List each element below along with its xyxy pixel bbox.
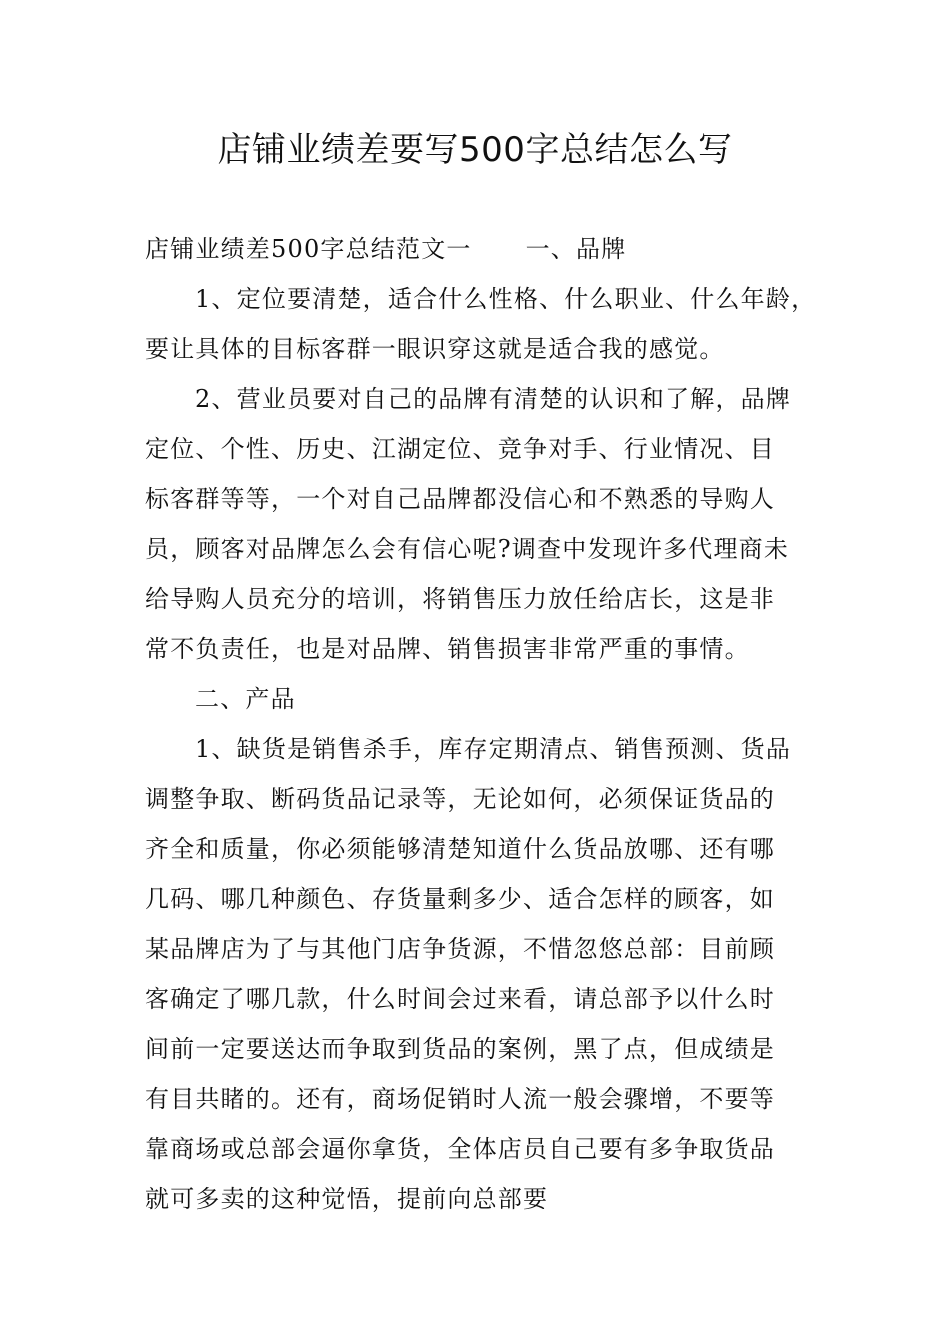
text-line: 有目共睹的。还有，商场促销时人流一般会骤增，不要等	[145, 1085, 775, 1113]
text-line: 2、营业员要对自己的品牌有清楚的认识和了解，品牌	[195, 385, 792, 413]
text-line: 标客群等等，一个对自己品牌都没信心和不熟悉的导购人	[145, 485, 775, 513]
text-line: 常不负责任，也是对品牌、销售损害非常严重的事情。	[145, 635, 750, 663]
text-line: 要让具体的目标客群一眼识穿这就是适合我的感觉。	[145, 335, 725, 363]
text-line: 定位、个性、历史、江湖定位、竞争对手、行业情况、目	[145, 435, 775, 463]
text-line: 二、产品	[195, 685, 296, 713]
text-line: 几码、哪几种颜色、存货量剩多少、适合怎样的顾客，如	[145, 885, 775, 913]
text-line: 给导购人员充分的培训，将销售压力放任给店长，这是非	[145, 585, 775, 613]
document-title: 店铺业绩差要写500字总结怎么写	[217, 130, 733, 170]
text-line: 齐全和质量，你必须能够清楚知道什么货品放哪、还有哪	[145, 835, 775, 863]
text-line: 就可多卖的这种觉悟，提前向总部要	[145, 1185, 549, 1213]
text-line: 员，顾客对品牌怎么会有信心呢?调查中发现许多代理商未	[145, 535, 790, 563]
text-line: 1、缺货是销售杀手，库存定期清点、销售预测、货品	[195, 735, 792, 763]
section-heading-brand: 一、品牌	[525, 235, 627, 263]
text-line: 某品牌店为了与其他门店争货源，不惜忽悠总部：目前顾	[145, 935, 775, 963]
text-line: 间前一定要送达而争取到货品的案例，黑了点，但成绩是	[145, 1035, 775, 1063]
text-line: 调整争取、断码货品记录等，无论如何，必须保证货品的	[145, 785, 775, 813]
text-line: 1、定位要清楚，适合什么性格、什么职业、什么年龄，	[195, 285, 817, 313]
document-body	[145, 224, 817, 1224]
lead-left-text: 店铺业绩差500字总结范文一	[145, 235, 472, 263]
lead-line	[145, 224, 809, 274]
text-line: 靠商场或总部会逼你拿货，全体店员自己要有多争取货品	[145, 1135, 775, 1163]
paragraph-lines	[145, 274, 817, 1224]
text-line: 客确定了哪几款，什么时间会过来看，请总部予以什么时	[145, 985, 775, 1013]
